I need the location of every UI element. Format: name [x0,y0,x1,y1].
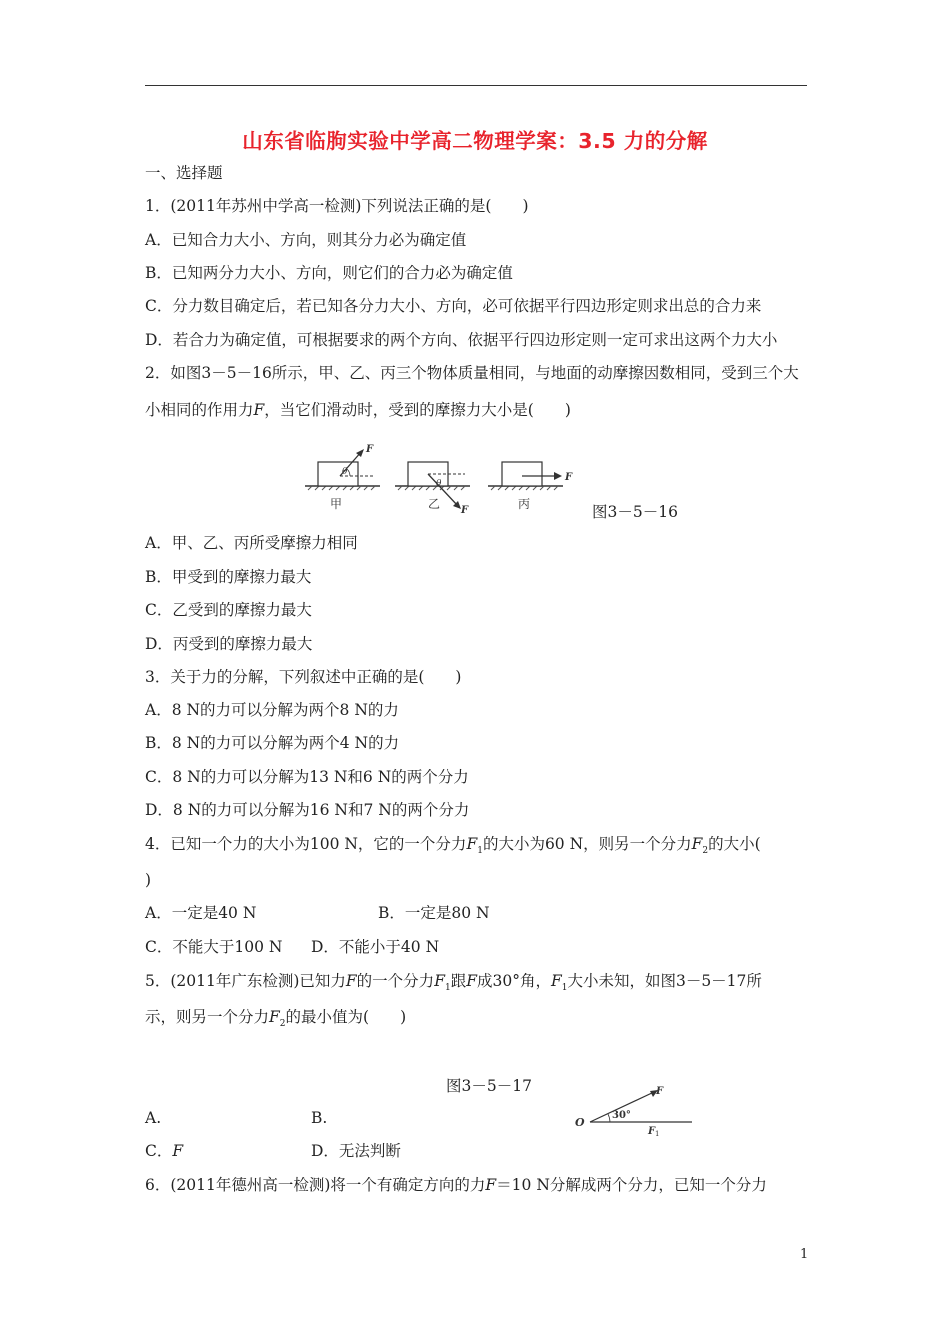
q5-option-c: C．F [145,1142,184,1160]
q4-stem-line2: ) [145,871,152,889]
yi-label: 乙 [428,497,441,511]
q4-option-d: D．不能小于40 N [311,938,440,956]
q2-option-b: B．甲受到的摩擦力最大 [145,568,312,586]
q2-option-c: C．乙受到的摩擦力最大 [145,601,312,619]
header-rule [145,85,807,86]
f1-subscript: 1 [655,1130,660,1136]
q3-option-b: B．8 N的力可以分解为两个4 N的力 [145,734,400,752]
bing-label: 丙 [518,497,531,511]
q5-option-d: D．无法判断 [311,1142,401,1160]
figure-caption-3-5-16: 图3－5－16 [592,503,678,521]
jia-force-label: F [366,444,374,455]
jia-angle-label: θ [342,467,348,477]
q4-option-c: C．不能大于100 N [145,938,283,956]
q5-stem: 5．(2011年广东检测)已知力F的一个分力$F_1$跟F成30°角，$F_1$大小未知，如图3－5－17所 [145,972,762,994]
friction-diagram [300,440,585,520]
page-number: 1 [800,1247,809,1262]
q1-option-d: D．若合力为确定值，可根据要求的两个方向、依据平行四边形定则一定可求出这两个力大小 [145,331,778,349]
force-angle-diagram [570,1080,700,1136]
f-label: F [656,1086,664,1097]
jia-label: 甲 [330,497,343,511]
yi-force-label: F [461,505,469,516]
q3-option-d: D．8 N的力可以分解为16 N和7 N的两个分力 [145,801,470,819]
bing-force-label: F [565,472,573,483]
q2-stem-line1: 2．如图3－5－16所示，甲、乙、丙三个物体质量相同，与地面的动摩擦因数相同，受到三个大 [145,364,799,382]
q6-stem: 6．(2011年德州高一检测)将一个有确定方向的力F＝10 N分解成两个分力，已知一个分力 [145,1176,767,1194]
f1-label: F [648,1126,656,1136]
q1-option-a: A．已知合力大小、方向，则其分力必为确定值 [145,231,467,249]
q4-option-b: B．一定是80 N [378,904,490,922]
q4-stem: 4．已知一个力的大小为100 N，它的一个分力$F_1$的大小为60 N，则另一个分力$F_2$的大小( [145,835,761,857]
q5-stem-line2: 示，则另一个分力$F_2$的最小值为( ) [145,1008,407,1030]
q1-option-c: C．分力数目确定后，若已知各分力大小、方向，必可依据平行四边形定则求出总的合力来 [145,297,762,315]
q2-stem-line2: 小相同的作用力F，当它们滑动时，受到的摩擦力大小是( ) [145,401,571,419]
q5-option-b: B. [311,1109,328,1127]
q3-stem: 3．关于力的分解，下列叙述中正确的是( ) [145,668,462,686]
q1-stem: 1．(2011年苏州中学高一检测)下列说法正确的是( ) [145,197,529,215]
origin-label: O [575,1116,585,1129]
q4-option-a: A．一定是40 N [145,904,257,922]
yi-angle-label: θ [436,479,442,489]
section-heading: 一、选择题 [145,164,223,182]
page-title: 山东省临朐实验中学高二物理学案：3.5 力的分解 [242,129,708,153]
q2-option-a: A．甲、乙、丙所受摩擦力相同 [145,534,358,552]
q3-option-c: C．8 N的力可以分解为13 N和6 N的两个分力 [145,768,469,786]
q5-option-a: A. [145,1109,162,1127]
q1-option-b: B．已知两分力大小、方向，则它们的合力必为确定值 [145,264,513,282]
q2-option-d: D．丙受到的摩擦力最大 [145,635,313,653]
block-bing [488,462,563,490]
figure-caption-3-5-17: 图3－5－17 [446,1077,532,1095]
q3-option-a: A．8 N的力可以分解为两个8 N的力 [145,701,399,719]
angle-30-label: 30° [612,1110,631,1121]
